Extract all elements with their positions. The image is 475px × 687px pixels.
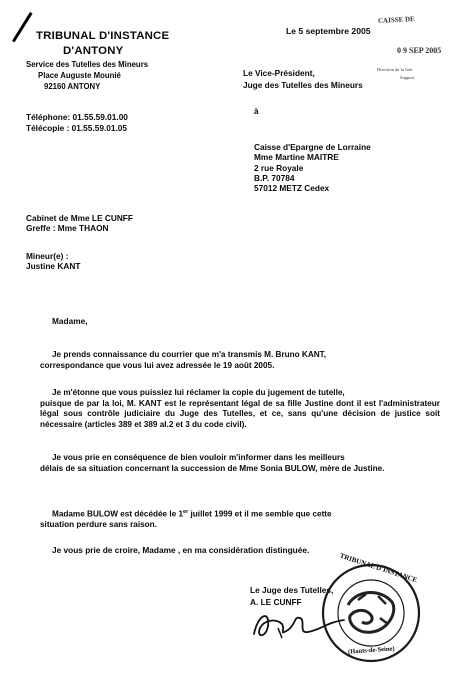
cabinet-judge: Cabinet de Mme LE CUNFF	[26, 213, 133, 223]
minor-block	[26, 251, 80, 272]
paragraph-first-line: Je m'étonne que vous puissiez lui réclamer la copie du jugement de tutelle,	[52, 388, 345, 397]
cabinet-clerk: Greffe : Mme THAON	[26, 223, 109, 234]
recipient-address	[254, 142, 371, 193]
from-title1: Le Vice-Président,	[243, 68, 315, 78]
recipient-line: 57012 METZ Cedex	[254, 183, 330, 194]
minor-name: Justine KANT	[26, 261, 81, 272]
recipient-line: Caisse d'Epargne de Lorraine	[254, 142, 371, 152]
paragraph-first-line	[40, 507, 440, 520]
paragraph-4	[40, 507, 440, 531]
sender-phone: Téléphone: 01.55.59.01.00	[26, 112, 128, 122]
paragraph-continuation: situation perdure sans raison.	[40, 520, 157, 530]
from-title2: Juge des Tutelles des Mineurs	[243, 80, 363, 90]
received-stamp-line1: Direction de la Gén	[377, 67, 413, 72]
court-name-line1: TRIBUNAL D'INSTANCE	[36, 30, 170, 42]
sender-street: Place Auguste Mounié	[38, 71, 121, 80]
seal-top-text: TRIBUNAL D'INSTANCE	[338, 551, 419, 585]
bulow-text-before: Madame BULOW est décédée le 1	[52, 509, 184, 519]
paragraph-first-line: Je prends connaissance du courrier que m'a transmis M. Bruno KANT,	[52, 350, 327, 359]
sender-fax: Télécopie : 01.55.59.01.05	[26, 123, 128, 133]
received-stamp-date: 0 9 SEP 2005	[397, 46, 442, 55]
signature-title: Le Juge des Tutelles,	[250, 585, 334, 595]
recipient-line: Mme Martine MAITRE	[254, 152, 339, 163]
cabinet-block	[26, 213, 133, 234]
paragraph-continuation: correspondance que vous lui avez adressée le 19 août 2005.	[40, 360, 275, 370]
paragraph-3	[40, 453, 440, 474]
signature-name: A. LE CUNFF	[250, 597, 302, 607]
received-stamp-top: CAISSE DE	[377, 15, 415, 25]
paragraph-2	[40, 388, 440, 430]
closing-formula: Je vous prie de croire, Madame , en ma considération distinguée.	[52, 545, 310, 555]
to-marker: à	[254, 106, 259, 116]
salutation: Madame,	[52, 316, 88, 326]
pen-mark	[12, 12, 33, 42]
paragraph-continuation: puisque de par la loi, M. KANT est le représentant légal de sa fille Justine dont il est l'administrateur légal sous contrôle judiciaire du Juge des Tutelles, et ce, sans qu'une décision de justice soit nécessaire (articles 389 et 389 al.2 et 3 du code civil).	[40, 398, 440, 429]
recipient-line: 2 rue Royale	[254, 162, 304, 173]
court-seal	[318, 551, 424, 666]
bulow-text-after: juillet 1999 et il me semble que cette	[188, 509, 332, 519]
recipient-line: B.P. 70784	[254, 172, 295, 183]
received-stamp-line2: Support	[400, 75, 415, 80]
sender-city: 92160 ANTONY	[44, 82, 101, 91]
paragraph-first-line: Je vous prie en conséquence de bien vouloir m'informer dans les meilleurs	[52, 453, 345, 462]
letter-date: Le 5 septembre 2005	[286, 26, 371, 36]
paragraph-1	[40, 350, 440, 371]
minor-label: Mineur(e) :	[26, 251, 69, 261]
bulow-text-sup: er	[183, 509, 189, 515]
paragraph-continuation: délais de sa situation concernant la succession de Mme Sonia BULOW, mère de Justine.	[40, 463, 385, 473]
sender-service: Service des Tutelles des Mineurs	[26, 60, 149, 69]
court-name-line2: D'ANTONY	[63, 45, 124, 57]
seal-bottom-text: (Hauts-de-Seine)	[347, 645, 395, 656]
